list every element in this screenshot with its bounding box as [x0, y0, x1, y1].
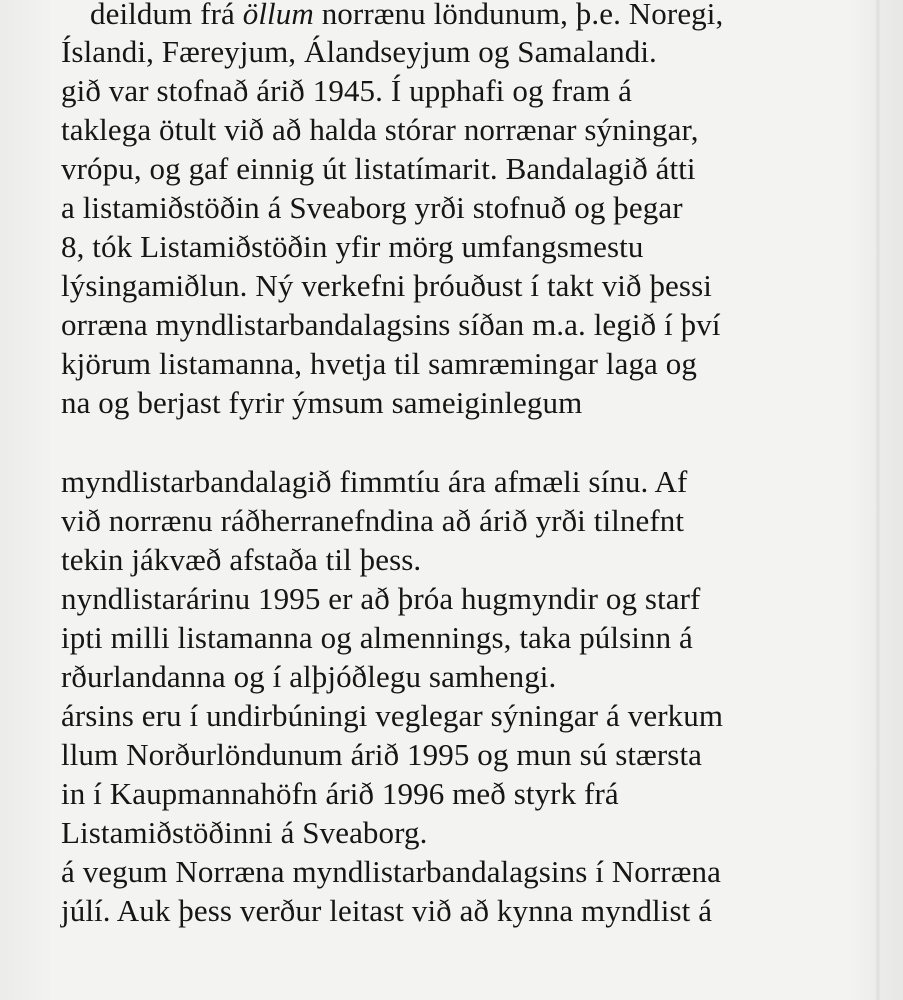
text-line-3: gið var stofnað árið 1945. Í upphafi og fram á	[61, 73, 633, 108]
text-line-13: við norrænu ráðherranefndina að árið yrði tilnefnt	[61, 503, 685, 538]
text-line-16: ipti milli listamanna og almennings, taka púlsinn á	[61, 620, 693, 655]
text-line-15: nyndlistarárinu 1995 er að þróa hugmyndir og starf	[61, 581, 701, 616]
text-line-6: a listamiðstöðin á Sveaborg yrði stofnuð og þegar	[61, 190, 683, 225]
text-line-2: Íslandi, Færeyjum, Álandseyjum og Samalandi.	[61, 34, 657, 69]
text-line-7: 8, tók Listamiðstöðin yfir mörg umfangsmestu	[61, 229, 644, 264]
text-line-14: tekin jákvæð afstaða til þess.	[61, 542, 422, 577]
text-line-19: llum Norðurlöndunum árið 1995 og mun sú stærsta	[61, 737, 703, 772]
page-fold-shadow	[875, 0, 881, 1000]
text-line-23: júlí. Auk þess verður leitast við að kynna myndlist á	[61, 893, 713, 928]
text-line-18: ársins eru í undirbúningi veglegar sýningar á verkum	[61, 698, 724, 733]
text-line-9: orræna myndlistarbandalagsins síðan m.a. legið í því	[61, 307, 721, 342]
text-line-12: myndlistarbandalagið fimmtíu ára afmæli sínu. Af	[61, 464, 688, 499]
text-line-4: taklega ötult við að halda stórar norrænar sýningar,	[61, 112, 699, 147]
text-line-21: Listamiðstöðinni á Sveaborg.	[61, 815, 428, 850]
text-line-20: in í Kaupmannahöfn árið 1996 með styrk frá	[61, 776, 619, 811]
text-line-22: á vegum Norræna myndlistarbandalagsins í Norræna	[61, 854, 721, 889]
text-line-10: kjörum listamanna, hvetja til samræmingar laga og	[61, 346, 697, 381]
text-line-11: na og berjast fyrir ýmsum sameiginlegum	[61, 385, 583, 420]
text-line-1: deildum frá öllum norrænu löndunum, þ.e. Noregi,	[90, 0, 724, 31]
text-line-5: vrópu, og gaf einnig út listatímarit. Bandalagið átti	[61, 151, 696, 186]
text-line-8: lýsingamiðlun. Ný verkefni þróuðust í takt við þessi	[61, 268, 712, 303]
text-line-17: rðurlandanna og í alþjóðlegu samhengi.	[61, 659, 557, 694]
